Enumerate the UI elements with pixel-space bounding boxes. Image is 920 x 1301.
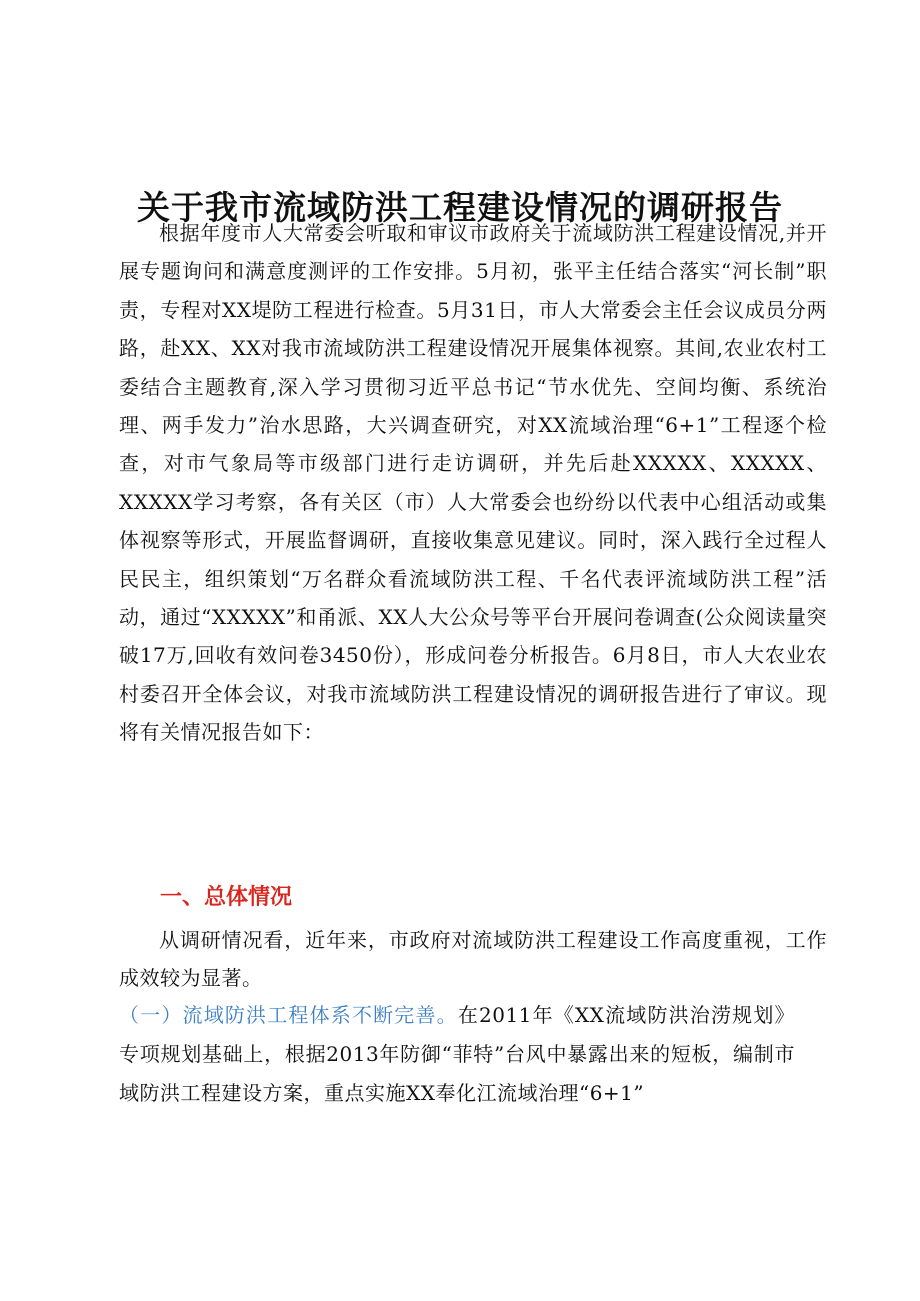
document-title: 关于我市流域防洪工程建设情况的调研报告 <box>137 188 783 228</box>
section-heading-overall: 一、总体情况 <box>160 885 293 910</box>
intro-paragraph: 根据年度市人大常委会听取和审议市政府关于流域防洪工程建设情况,并开展专题询问和满意度测评的工作安排。5月初，张平主任结合落实“河长制”职责，专程对XX堤防工程进行检查。5月31日，市人大常委会主任会议成员分两路，赴XX、XX对我市流域防洪工程建设情况开展集体视察。其间,农业农村工委结合主题教育,深入学习贯彻习近平总书记“节水优先、空间均衡、系统治理、两手发力”治水思路，大兴调查研究，对XX流域治理“6+1”工程逐个检查，对市气象局等市级部门进行走访调研，并先后赴XXXXX、XXXXX、XXXXX学习考察，各有关区（市）人大常委会也纷纷以代表中心组活动或集体视察等形式，开展监督调研，直接收集意见建议。同时，深入践行全过程人民民主，组织策划“万名群众看流域防洪工程、千名代表评流域防洪工程”活动，通过“XXXXX”和甬派、XX人大公众号等平台开展问卷调查(公众阅读量突破17万,回收有效问卷3450份），形成问卷分析报告。6月8日，市人大农业农村委召开全体会议，对我市流域防洪工程建设情况的调研报告进行了审议。现将有关情况报告如下： <box>119 221 827 745</box>
subsection-heading-flood-system: （一）流域防洪工程体系不断完善。 <box>119 1003 458 1027</box>
section1-paragraph: 从调研情况看，近年来，市政府对流域防洪工程建设工作高度重视，工作成效较为显著。 <box>119 928 827 991</box>
subsection1-text: 在2011年《XX流域防洪治涝规划》专项规划基础上，根据2013年防御“菲特”台风中暴露出来的短板，编制市域防洪工程建设方案，重点实施XX奉化江流域治理“6+1” <box>119 1003 796 1105</box>
subsection1-paragraph <box>119 996 795 1112</box>
